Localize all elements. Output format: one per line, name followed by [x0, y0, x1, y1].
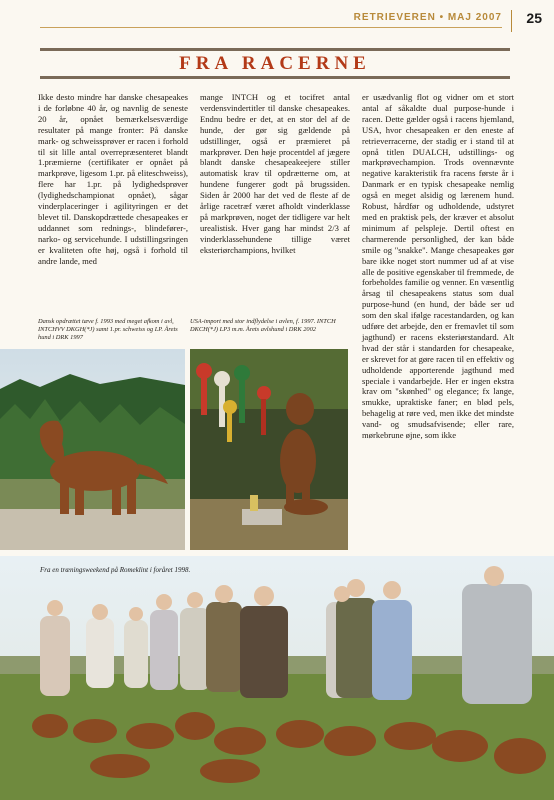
article-column-3 [362, 92, 514, 522]
page-number: 25 [526, 10, 542, 26]
photo-caption-1: Dansk opdrættet tæve f. 1993 med meget afkom i avl, INTCHVV DKGH(*J) samt 1.pr. schweiss og LP. Årets hund i DRK 1997 [38, 318, 178, 341]
article-column-2 [200, 92, 350, 312]
group-training-illustration [0, 556, 554, 800]
running-title: RETRIEVEREN • MAJ 2007 [353, 12, 502, 23]
header-divider [511, 10, 512, 32]
photo-dog-rosettes [190, 349, 348, 550]
article-column-1 [38, 92, 188, 312]
column-text: Ikke desto mindre har danske chesapeakes i de forløbne 40 år, og navnlig de seneste 20 år, opnået bemærkelsesværdige resultater på mange fronter: På danske mark- og schweissprøver er racen i forhold til sit lille antal overrepræsenteret blandt 1.præmierne (certifikater er opnået på markprøve, ligesom 1.pr. på eliteschweiss), flere har 1.pr. på lydighedsprøver (lydighedschampionat opnået), sågar vinderplaceringer i agilityringen er det blevet til. Danskopdrættede chesapeakes er uddannet som rednings-, blindefører-, narko- og servicehunde. I udstillingsringen er kvaliteten ofte høj, også i forhold til andre lande, med [38, 92, 188, 266]
dog-rosettes-illustration [190, 349, 348, 550]
photo-caption-2: USA-import med stor indflydelse i avlen, f. 1997. INTCH DKCH(*J) LP3 m.m. Årets avlshund i DRK 2002 [190, 318, 336, 333]
section-title-banner [40, 48, 510, 80]
column-text: mange INTCH og et tocifret antal verdensvindertitler til danske chesapeakes. Endnu bedre er det, at en stor del af de hunde, der gør sig gældende på udstillinger, også er præmieret på markprøver. Den høje procentdel af jægere blandt danske chesapeakeejere stiller automatisk krav til opdrætterne om, at hundene fungerer godt på brugssiden. Siden år 2000 har det ved de fleste af de årlige racetræf været afholdt vinderklasse på markprøven, noget der tidligere var helt urealistisk. Hver gang har mindst 2/3 af vinderklassehundene tillige været eksteriørchampions, hvilket [200, 92, 350, 255]
photo-caption-3: Fra en træningsweekend på Romeklint i foråret 1998. [40, 566, 191, 574]
dog-forest-illustration [0, 349, 185, 550]
title-rule-bottom [40, 76, 510, 79]
header-rule [40, 27, 502, 28]
column-text: er usædvanlig flot og vidner om et stort antal af såkaldte dual purpose-hunde i racen. Dette gælder også i racens hjemland, USA, hvor chesapeaken er den eneste af retrieverracerne, der stadig er i stand til at opnå titlen DUALCH, udstillings- og markprøvechampion. Trods ovennævnte negative karakteristik fra racens første år i Danmark er en typisk chesapeake nemlig også en meget alsidig og lærenem hund. Robust, hårdfør og udholdende, udstyret med en praktisk pels, der kræver et absolut minimum af pelspleje. Dertil oftest en charmerende personlighed, der kan både smile og "snakke". Mange chesapeakes gør bare ikke noget stort nummer ud af at vise alle de positive egenskaber til fremmede, de forbeholdes familie og venner. En væsentlig årsag til chesapeakens status som dual purpose-hund (en hund, der både ser ud som den skal ifølge racestandarden, og kan udføre det arbejde, den er fremavlet til som jagthund) er racens eksteriørstandard. Alt hvad der står i standarden for chesapeake, er skrevet for at gøre racen til en effektiv og udholdende apporterende jagthund med speciale i vandarbejde. Her er ingen ekstra krav om "skønhed" og elegance; fx lange, smukke, upraktiske faner; en blød pels, behagelig at røre ved, men ikke det mindste vand- og smudsafvisende; eller rare, mørkebrune øjne, som ikke [362, 92, 514, 441]
running-header [0, 10, 554, 28]
section-title: FRA RACERNE [179, 53, 371, 74]
title-rule-top [40, 48, 510, 51]
photo-dog-forest [0, 349, 185, 550]
photo-group-training [0, 556, 554, 800]
